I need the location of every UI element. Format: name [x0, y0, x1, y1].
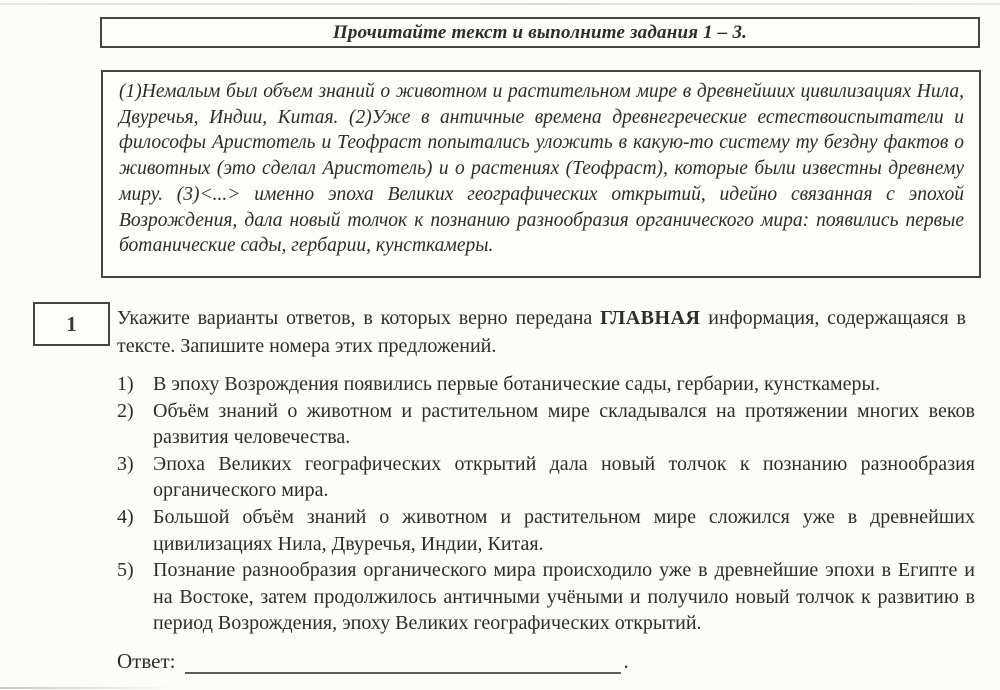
answer-options-list [117, 371, 975, 637]
scan-artifact-bottom-edge [0, 687, 180, 689]
answer-blank-line [185, 649, 621, 674]
list-item [117, 371, 975, 398]
task-instruction [117, 304, 966, 360]
list-item [117, 504, 975, 557]
option-number: 3) [117, 452, 134, 475]
option-text: В эпоху Возрождения появились первые ботанические сады, гербарии, кунсткамеры. [153, 373, 880, 395]
option-text: Объём знаний о животном и растительном мире складывался на протяжении многих веков развития человечества. [153, 399, 975, 449]
task-number: 1 [66, 311, 77, 336]
section-header-text: Прочитайте текст и выполните задания 1 – 3. [332, 21, 748, 43]
reading-passage-text: (1)Немалым был объем знаний о животном и растительном мире в древнейших цивилизациях Нила, Двуречья, Индии, Китая. (2)Уже в античные времена древнегреческие естествоиспытатели и философы Аристотель и Теофраст попытались уложить в какую-то систему ту бездну фактов о животных (это сделал Аристотель) и о растениях (Теофраст), которые были известны древнему миру. (3)<...> именно эпоха Великих географических открытий, идейно связанная с эпохой Возрождения, дала новый толчок к познанию разнообразия органического мира: появились первые ботанические сады, гербарии, кунсткамеры. [119, 81, 964, 257]
option-number: 5) [117, 559, 134, 582]
option-text: Эпоха Великих географических открытий дала новый толчок к познанию разнообразия органического мира. [153, 452, 975, 502]
list-item [117, 557, 975, 637]
option-number: 4) [117, 505, 134, 528]
answer-trailing-period: . [623, 649, 629, 673]
reading-passage-box [101, 70, 981, 278]
task-instruction-emphasis: ГЛАВНАЯ [600, 307, 701, 329]
section-header-box [100, 17, 980, 48]
answer-label: Ответ: [117, 649, 176, 673]
list-item [117, 398, 975, 451]
option-number: 1) [117, 373, 134, 395]
option-number: 2) [117, 399, 134, 422]
list-item [117, 451, 975, 504]
answer-row [117, 648, 629, 674]
scan-artifact-top-edge [0, 3, 1000, 5]
option-text: Познание разнообразия органического мира происходило уже в древнейшие эпохи в Египте и на Востоке, затем продолжилось античными учёными и получило новый толчок к развитию в период Возрождения, эпоху Великих географических открытий. [153, 559, 975, 635]
task-instruction-part2: информация, содержащаяся в тексте. Запишите номера этих предложений. [117, 307, 966, 357]
option-text: Большой объём знаний о животном и растительном мире сложился уже в древнейших цивилизациях Нила, Двуречья, Индии, Китая. [153, 505, 975, 555]
task-instruction-part1: Укажите варианты ответов, в которых верно передана [117, 307, 601, 329]
task-number-box [33, 302, 110, 346]
